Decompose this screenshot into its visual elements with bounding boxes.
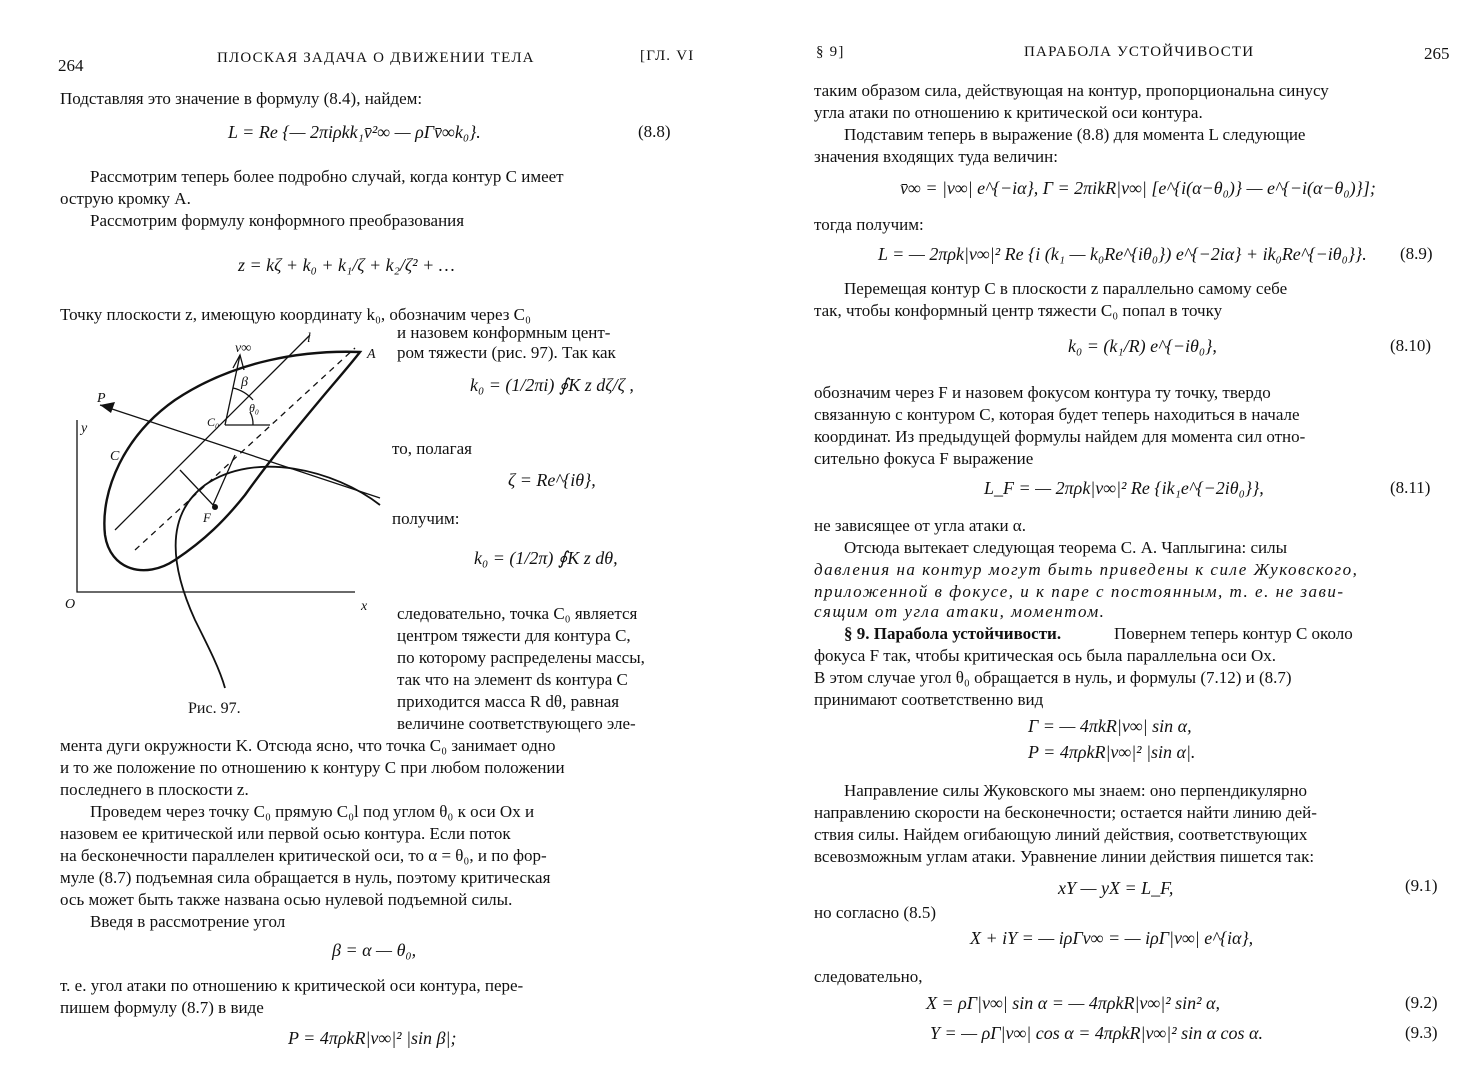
paragraph: Точку плоскости z, имеющую координату k₀, обозначим через C₀: [60, 305, 531, 324]
label-x: x: [361, 599, 368, 614]
label-F: F: [203, 510, 211, 525]
paragraph: на бесконечности параллелен критической оси, то α = θ₀, и по фор-: [60, 846, 547, 865]
paragraph: таким образом сила, действующая на контур, пропорциональна синусу: [814, 81, 1329, 100]
chapter-label: [ГЛ. VI: [640, 48, 695, 64]
paragraph: острую кромку A.: [60, 189, 191, 208]
circle-K: [176, 467, 380, 688]
paragraph: Отсюда вытекает следующая теорема С. А. Чаплыгина: силы: [844, 538, 1288, 557]
equation-k0-theta: k₀ = (1/2π) ∮K z dθ,: [474, 548, 618, 568]
paragraph: не зависящее от угла атаки α.: [814, 516, 1026, 535]
paragraph: направлению скорости на бесконечности; остается найти линию дей-: [814, 803, 1317, 822]
paragraph: т. е. угол атаки по отношению к критической оси контура, пере-: [60, 976, 524, 995]
equation-number: (9.1): [1405, 876, 1438, 895]
theorem-text: давления на контур могут быть приведены к силе Жуковского,: [814, 560, 1359, 579]
page-number: 265: [1424, 44, 1450, 63]
paragraph: обозначим через F и назовем фокусом контура ту точку, твердо: [814, 383, 1271, 402]
equation-number: (8.8): [638, 122, 671, 141]
force-line-P: [100, 405, 380, 498]
label-C0: C₀: [207, 415, 220, 429]
page-number: 264: [58, 56, 84, 75]
paragraph: всевозможным углам атаки. Уравнение линии действия пишется так:: [814, 847, 1315, 866]
equation-number: (8.11): [1390, 478, 1431, 497]
paragraph: Повернем теперь контур C около: [1114, 624, 1353, 643]
label-l: l: [307, 331, 311, 346]
running-head: ПЛОСКАЯ ЗАДАЧА О ДВИЖЕНИИ ТЕЛА: [217, 50, 535, 66]
equation-gamma: Γ = — 4πkR|v∞| sin α,: [1028, 716, 1192, 736]
equation-number: (9.3): [1405, 1023, 1438, 1042]
paragraph: Перемещая контур C в плоскости z параллельно самому себе: [844, 279, 1288, 298]
paragraph: так, чтобы конформный центр тяжести C₀ попал в точку: [814, 301, 1223, 320]
paragraph: последнего в плоскости z.: [60, 780, 249, 799]
label-v-inf: v∞: [235, 341, 252, 356]
paragraph: получим:: [392, 509, 460, 528]
paragraph: Направление силы Жуковского мы знаем: оно перпендикулярно: [844, 781, 1308, 800]
paragraph: Подставим теперь в выражение (8.8) для момента L следующие: [844, 125, 1306, 144]
equation-number: (8.9): [1400, 244, 1433, 263]
equation-conformal: z = kζ + k₀ + k₁/ζ + k₂/ζ² + …: [238, 255, 455, 275]
paragraph: по которому распределены массы,: [397, 648, 645, 667]
paragraph: В этом случае угол θ₀ обращается в нуль, и формулы (7.12) и (8.7): [814, 668, 1292, 687]
section-title: § 9. Парабола устойчивости.: [844, 624, 1062, 643]
paragraph: Подставляя это значение в формулу (8.4), найдем:: [60, 89, 423, 108]
figure-caption: Рис. 97.: [188, 700, 241, 717]
equation-8-10: k₀ = (k₁/R) e^{−iθ₀},: [1068, 336, 1217, 356]
equation-P: P = 4πρkR|v∞|² |sin β|;: [288, 1028, 457, 1048]
paragraph: следовательно, точка C₀ является: [397, 604, 638, 623]
paragraph: муле (8.7) подъемная сила обращается в нуль, поэтому критическая: [60, 868, 551, 887]
paragraph: величине соответствующего эле-: [397, 714, 636, 733]
paragraph: приходится масса R dθ, равная: [397, 692, 620, 711]
label-y: y: [81, 421, 88, 436]
theorem-text: приложенной в фокусе, и к паре с постоянным, т. е. не зави-: [814, 582, 1345, 601]
equation-values: v̄∞ = |v∞| e^{−iα}, Γ = 2πikR|v∞| [e^{i(α−θ₀)} — e^{−i(α−θ₀)}];: [900, 178, 1376, 198]
equation-P-sin-alpha: P = 4πρkR|v∞|² |sin α|.: [1028, 742, 1196, 762]
critical-axis: [115, 335, 310, 530]
paragraph: сительно фокуса F выражение: [814, 449, 1034, 468]
equation-8-11: L_F = — 2πρk|v∞|² Re {ik₁e^{−2iθ₀}},: [984, 478, 1264, 498]
equation-number: (8.10): [1390, 336, 1432, 355]
paragraph: назовем ее критической или первой осью контура. Если поток: [60, 824, 511, 843]
paragraph: и назовем конформным цент-: [397, 323, 611, 342]
section-label: § 9]: [816, 44, 845, 60]
paragraph: следовательно,: [814, 967, 923, 986]
equation-beta: β = α — θ₀,: [332, 940, 417, 960]
paragraph: пишем формулу (8.7) в виде: [60, 998, 264, 1017]
theorem-text: сящим от угла атаки, моментом.: [814, 602, 1106, 621]
paragraph: мента дуги окружности K. Отсюда ясно, что точка C₀ занимает одно: [60, 736, 556, 755]
paragraph: ось может быть также названа осью нулевой подъемной силы.: [60, 890, 513, 909]
paragraph: фокуса F так, чтобы критическая ось была параллельна оси Ox.: [814, 646, 1277, 665]
paragraph: Рассмотрим теперь более подробно случай, когда контур C имеет: [90, 167, 564, 186]
paragraph: ром тяжести (рис. 97). Так как: [397, 343, 616, 362]
paragraph: Проведем через точку C₀ прямую C₀l под углом θ₀ к оси Ox и: [90, 802, 535, 821]
label-O: O: [65, 597, 76, 612]
label-P: P: [97, 391, 106, 406]
paragraph: центром тяжести для контура C,: [397, 626, 631, 645]
figure-97: [55, 320, 390, 690]
running-head: ПАРАБОЛА УСТОЙЧИВОСТИ: [1024, 44, 1255, 60]
label-beta: β: [241, 375, 248, 390]
equation-8-9: L = — 2πρk|v∞|² Re {i (k₁ — k₀Re^{iθ₀}) e^{−2iα} + ik₀Re^{−iθ₀}}.: [878, 244, 1367, 264]
paragraph: Введя в рассмотрение угол: [90, 912, 286, 931]
label-C: C: [110, 449, 120, 464]
equation-8-8: L = Re {— 2πiρkk₁v̄²∞ — ρΓv̄∞k₀}.: [228, 122, 481, 142]
label-A: A: [367, 347, 376, 362]
paragraph: Рассмотрим формулу конформного преобразования: [90, 211, 465, 230]
paragraph: связанную с контуром C, которая будет теперь находиться в начале: [814, 405, 1300, 424]
paragraph: координат. Из предыдущей формулы найдем для момента сил отно-: [814, 427, 1306, 446]
paragraph: так что на элемент ds контура C: [397, 670, 628, 689]
paragraph: тогда получим:: [814, 215, 924, 234]
paragraph: угла атаки по отношению к критической оси контура.: [814, 103, 1203, 122]
paragraph: ствия силы. Найдем огибающую линий действия, соответствующих: [814, 825, 1308, 844]
focus-point: [212, 504, 218, 510]
equation-9-1: xY — yX = L_F,: [1058, 878, 1174, 898]
equation-number: (9.2): [1405, 993, 1438, 1012]
paragraph: но согласно (8.5): [814, 903, 936, 922]
right-page: [740, 0, 1479, 1076]
equation-9-2: X = ρΓ|v∞| sin α = — 4πρkR|v∞|² sin² α,: [926, 993, 1220, 1013]
equation-9-3: Y = — ρΓ|v∞| cos α = 4πρkR|v∞|² sin α cos α.: [930, 1023, 1263, 1043]
paragraph: значения входящих туда величин:: [814, 147, 1058, 166]
label-theta0: θ₀: [249, 401, 260, 415]
focus-construction: [180, 455, 235, 505]
equation-zeta: ζ = Re^{iθ},: [508, 470, 596, 490]
paragraph: принимают соответственно вид: [814, 690, 1044, 709]
equation-k0-integral: k₀ = (1/2πi) ∮K z dζ/ζ ,: [470, 375, 634, 395]
paragraph: то, полагая: [392, 439, 472, 458]
paragraph: и то же положение по отношению к контуру C при любом положении: [60, 758, 565, 777]
equation-X-iY: X + iY = — iρΓv∞ = — iρΓ|v∞| e^{iα},: [970, 928, 1254, 948]
